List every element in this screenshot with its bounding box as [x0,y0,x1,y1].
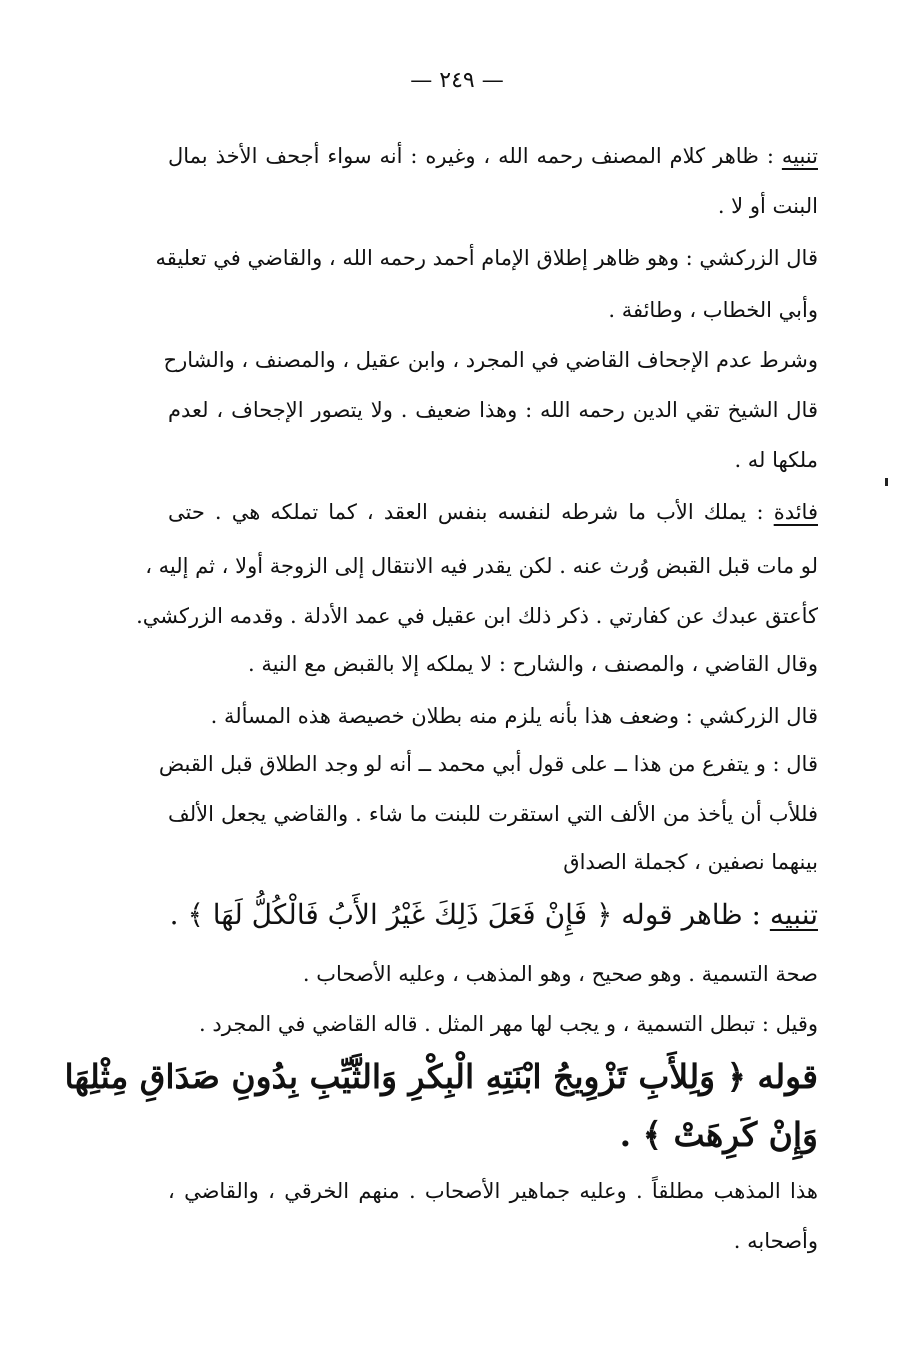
text-line: تنبيه : ظاهر قوله ﴿ فَإِنْ فَعَلَ ذَلِكَ غَيْرُ الأَبُ فَالْكُلُّ لَهَا ﴾ . [169,898,818,931]
note-label: فائدة [773,500,818,524]
text-line: بينهما نصفين ، كجملة الصداق [563,850,818,874]
text-line: قال : و يتفرع من هذا ــ على قول أبي محمد ــ أنه لو وجد الطلاق قبل القبض [158,752,818,776]
text-line: وقال القاضي ، والمصنف ، والشارح : لا يملكه إلا بالقبض مع النية . [247,652,818,676]
text-line: صحة التسمية . وهو صحيح ، وهو المذهب ، وعليه الأصحاب . [302,962,818,986]
text-line: فللأب أن يأخذ من الألف التي استقرت للبنت ما شاء . والقاضي يجعل الألف [168,802,818,826]
text-line: البنت أو لا . [717,194,818,218]
text-line: قال الزركشي : وضعف هذا بأنه يلزم منه بطلان خصيصة هذه المسألة . [210,704,818,728]
text-line: قوله ﴿ وَلِلأَبِ تَزْوِيجُ ابْنَتِهِ الْبِكْرِ وَالثَّيِّبِ بِدُونِ صَدَاقِ مِثْلِهَا [64,1057,818,1096]
text-line: وَإِنْ كَرِهَتْ ﴾ . [619,1115,818,1154]
text-line: وأصحابه . [733,1229,818,1253]
text-line: تنبيه : ظاهر كلام المصنف رحمه الله ، وغيره : أنه سواء أجحف الأخذ بمال [168,144,818,168]
text-line: كأعتق عبدك عن كفارتي . ذكر ذلك ابن عقيل في عمد الأدلة . وقدمه الزركشي. [136,604,818,628]
note-label: تنبيه [781,144,818,168]
note-label: تنبيه [769,898,818,931]
text-line: هذا المذهب مطلقاً . وعليه جماهير الأصحاب . منهم الخرقي ، والقاضي ، [168,1179,818,1203]
text-line: فائدة : يملك الأب ما شرطه لنفسه بنفس العقد ، كما تملكه هي . حتى [168,500,818,524]
margin-mark [885,478,888,486]
text-line: قال الشيخ تقي الدين رحمه الله : وهذا ضعيف . ولا يتصور الإجحاف ، لعدم [168,398,818,422]
text-line: وأبي الخطاب ، وطائفة . [608,298,818,322]
text-line: قال الزركشي : وهو ظاهر إطلاق الإمام أحمد رحمه الله ، والقاضي في تعليقه [155,246,818,270]
text-line: وشرط عدم الإجحاف القاضي في المجرد ، وابن عقيل ، والمصنف ، والشارح [163,348,818,372]
text-line: ملكها له . [734,448,818,472]
text-line: وقيل : تبطل التسمية ، و يجب لها مهر المثل . قاله القاضي في المجرد . [199,1012,818,1036]
page-number: — ٢٤٩ — [410,68,504,93]
text-line: لو مات قبل القبض وُرث عنه . لكن يقدر فيه الانتقال إلى الزوجة أولا ، ثم إليه ، [145,554,818,578]
